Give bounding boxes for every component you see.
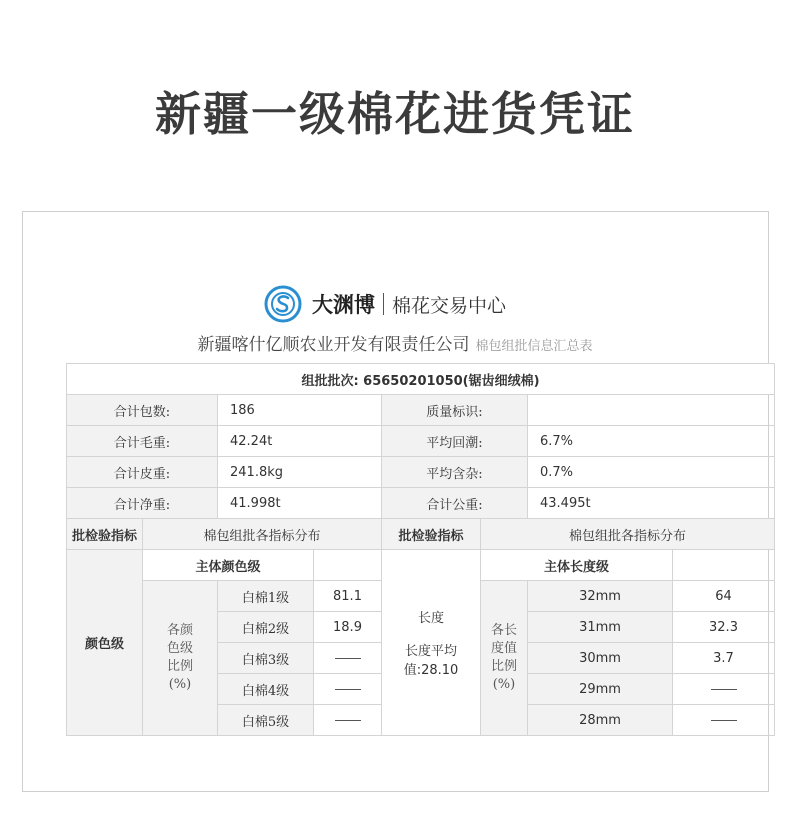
company-row xyxy=(0,330,790,355)
color-grade-name: 白棉2级 xyxy=(218,612,314,643)
table-row xyxy=(67,488,775,519)
main-color-grade-label: 主体颜色级 xyxy=(143,550,314,581)
tare-weight-value: 241.8kg xyxy=(218,457,382,488)
trash-label: 平均含杂: xyxy=(382,457,528,488)
table-row xyxy=(67,364,775,395)
main-length-grade-label: 主体长度级 xyxy=(481,550,673,581)
public-weight-label: 合计公重: xyxy=(382,488,528,519)
color-grade-name: 白棉5级 xyxy=(218,705,314,736)
moisture-value: 6.7% xyxy=(528,426,775,457)
color-grade-value xyxy=(314,674,382,705)
distribution-header-left: 棉包组批各指标分布 xyxy=(143,519,382,550)
batch-number-cell xyxy=(67,364,775,395)
length-ratio-label xyxy=(481,581,528,736)
length-grade-name: 30mm xyxy=(528,643,673,674)
empty-value-dash xyxy=(335,689,361,690)
quality-value xyxy=(528,395,775,426)
length-avg-value: 值:28.10 xyxy=(403,663,459,678)
batch-info-table xyxy=(66,363,775,736)
color-grade-value xyxy=(314,705,382,736)
gross-weight-label: 合计毛重: xyxy=(67,426,218,457)
length-ratio-line: 比例 xyxy=(490,659,517,674)
main-color-grade-value xyxy=(314,550,382,581)
length-ratio-line: 各长 xyxy=(490,623,517,638)
color-ratio-label xyxy=(143,581,218,736)
length-label: 长度 xyxy=(417,611,444,626)
table-row xyxy=(67,550,775,581)
length-ratio-line: 度值 xyxy=(490,641,517,656)
color-grade-section: 颜色级 xyxy=(67,550,143,736)
quality-label: 质量标识: xyxy=(382,395,528,426)
table-row xyxy=(67,519,775,550)
indicator-header-right: 批检验指标 xyxy=(382,519,481,550)
batch-label: 组批批次: xyxy=(301,373,359,389)
color-grade-value: 18.9 xyxy=(314,612,382,643)
table-row xyxy=(67,395,775,426)
gross-weight-value: 42.24t xyxy=(218,426,382,457)
color-grade-value: 81.1 xyxy=(314,581,382,612)
length-grade-name: 32mm xyxy=(528,581,673,612)
tare-weight-label: 合计皮重: xyxy=(67,457,218,488)
length-grade-value: 3.7 xyxy=(673,643,775,674)
color-ratio-line: 各颜 xyxy=(166,623,193,638)
brand-separator xyxy=(383,293,384,315)
document-subtitle: 棉包组批信息汇总表 xyxy=(475,339,593,354)
color-grade-name: 白棉3级 xyxy=(218,643,314,674)
empty-value-dash xyxy=(335,720,361,721)
length-section xyxy=(382,550,481,736)
empty-value-dash xyxy=(711,720,737,721)
brand-subtitle: 棉花交易中心 xyxy=(392,294,507,317)
distribution-header-right: 棉包组批各指标分布 xyxy=(481,519,775,550)
empty-value-dash xyxy=(711,689,737,690)
net-weight-label: 合计净重: xyxy=(67,488,218,519)
length-avg-label: 长度平均 xyxy=(404,644,457,659)
brand-logo-icon xyxy=(264,285,302,323)
length-grade-name: 31mm xyxy=(528,612,673,643)
public-weight-value: 43.495t xyxy=(528,488,775,519)
batch-value: 65650201050(锯齿细绒棉) xyxy=(363,373,540,389)
indicator-header-left: 批检验指标 xyxy=(67,519,143,550)
length-grade-name: 29mm xyxy=(528,674,673,705)
moisture-label: 平均回潮: xyxy=(382,426,528,457)
bales-label: 合计包数: xyxy=(67,395,218,426)
length-grade-name: 28mm xyxy=(528,705,673,736)
color-grade-name: 白棉1级 xyxy=(218,581,314,612)
color-grade-value xyxy=(314,643,382,674)
empty-value-dash xyxy=(335,658,361,659)
length-ratio-line: (%) xyxy=(492,677,516,692)
brand-name: 大渊博 xyxy=(312,293,375,317)
main-length-grade-value xyxy=(673,550,775,581)
brand-header xyxy=(264,284,506,324)
trash-value: 0.7% xyxy=(528,457,775,488)
table-row xyxy=(67,457,775,488)
company-name: 新疆喀什亿顺农业开发有限责任公司 xyxy=(197,335,470,355)
color-ratio-line: 色级 xyxy=(166,641,193,656)
net-weight-value: 41.998t xyxy=(218,488,382,519)
length-grade-value xyxy=(673,674,775,705)
color-ratio-line: (%) xyxy=(168,677,192,692)
table-row xyxy=(67,426,775,457)
page-title: 新疆一级棉花进货凭证 xyxy=(155,87,635,141)
length-grade-value: 64 xyxy=(673,581,775,612)
color-ratio-line: 比例 xyxy=(166,659,193,674)
bales-value: 186 xyxy=(218,395,382,426)
color-grade-name: 白棉4级 xyxy=(218,674,314,705)
length-grade-value xyxy=(673,705,775,736)
length-grade-value: 32.3 xyxy=(673,612,775,643)
